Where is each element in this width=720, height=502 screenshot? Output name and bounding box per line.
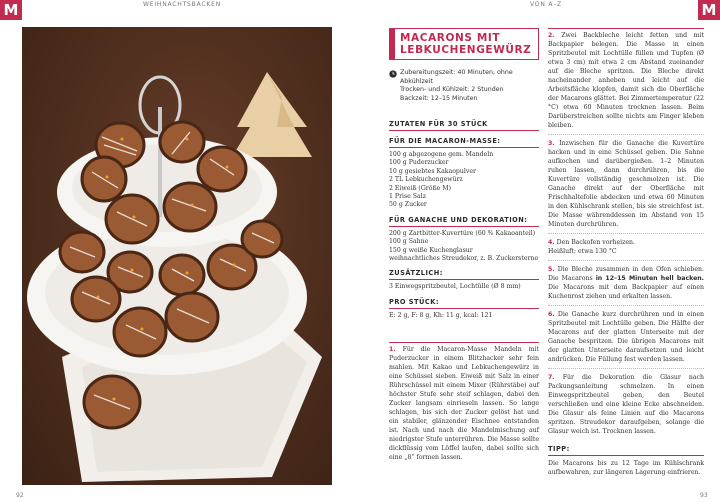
step-text: Inzwischen für die Ganache die Kuvertüre hacken und in eine Schüssel geben. Die Sahne aufkochen und darübergießen. 1–2 Minuten ruhen lassen, dann durchrühren, bis die Kuvertüre vollständig geschmolzen ist. Die Ganache direkt auf der Oberfläche mit Frischhaltefolie abdecken und etwa 60 Minuten in den Kühlschrank stellen, bis sie streichfest ist. Die Masse währenddessen im Abstand von 15 Minuten durchrühren. (548, 140, 705, 228)
divider (548, 134, 704, 135)
step-5 (548, 265, 704, 301)
ganache-heading: FÜR GANACHE UND DEKORATION: (389, 216, 539, 227)
list-item: 150 g weiße Kuchenglasur (389, 246, 473, 254)
nutrition-heading: PRO STÜCK: (389, 298, 539, 309)
divider (548, 305, 704, 306)
divider (548, 368, 704, 369)
step-text: Für die Macaron-Masse Mandeln mit Puderzucker in einem Blitzhacker sehr fein mahlen. Mit Kakao und Lebkuchengewürz in eine Schüssel sieben. Eiweiß mit Salz in einer Rührschüssel mit einem Mixer (Rührstäbe) auf höchster Stufe sehr steif schlagen, dabei den Zucker langsam einrieseln lassen. So lange schlagen, bis sich der Zucker gelöst hat und ein stabiler, glänzender Eischnee entstanden ist. Nach und nach die Mandelmischung auf niedrigster Stufe unterrühren. Die Masse sollte dickflüssig vom Löffel laufen, dabei sollte sich eine „8“ formen lassen. (389, 346, 539, 462)
step-3 (548, 139, 704, 229)
list-item: 100 g abgezogene gem. Mandeln (389, 151, 494, 158)
page-number-left: 92 (16, 492, 24, 499)
list-item: 1 Prise Salz (389, 193, 426, 201)
page-number-right: 93 (700, 492, 708, 499)
list-item: 2 TL Lebkuchengewürz (389, 176, 463, 184)
time-bake: Backzeit: 12–15 Minuten (400, 94, 478, 102)
ganache-ingredient-list (389, 230, 539, 264)
step-4 (548, 238, 704, 256)
step-text: Für die Dekoration die Glasur nach Packungsanleitung schmelzen. In einen Einwegspritzbeutel geben, den Beutel verschließen und eine kleine Ecke abschneiden. Die Glasur als feine Linien auf die Macarons spritzen. Streudekor daraufgeben, solange die Glasur weich ist. Trocknen lassen. (548, 374, 705, 435)
list-item: 10 g gesiebtes Kakaopulver (389, 167, 476, 175)
step-highlight: in 12–15 Minuten hell backen. (595, 275, 705, 282)
step-text: Die Macarons mit dem Backpapier auf einen Kuchenrost ziehen und erkalten lassen. (548, 284, 704, 300)
step-oven-setting: Heißluft: etwa 130 °C (548, 248, 617, 255)
nutrition-item: E: 2 g, F: 8 g, Kh: 11 g, kcal: 121 (389, 311, 493, 319)
list-item: 2 Eiweiß (Größe M) (389, 184, 451, 192)
recipe-column-steps (548, 28, 704, 477)
section-tab-right: M (698, 0, 720, 20)
step-2 (548, 28, 704, 130)
list-item: 100 g Sahne (389, 238, 429, 246)
macaron-stand-illustration (22, 27, 332, 485)
running-head-right: VON A–Z (530, 1, 562, 8)
section-tab-left: M (0, 0, 22, 20)
running-head-left: WEIHNACHTSBACKEN (143, 1, 221, 8)
step-number: 2. (548, 32, 555, 39)
step-6 (548, 310, 704, 364)
step-number: 4. (548, 239, 555, 246)
time-dry: Trocken- und Kühlzeit: 2 Stunden (400, 86, 504, 93)
step-text: Zwei Backbleche leicht fetten und mit Backpapier belegen. Die Masse in einen Spritzbeutel mit Lochtülle füllen und Tupfen (Ø etwa 3 cm) mit etwa 2 cm Abstand zueinander auf die Bleche spritzen. Die Bleche direkt nacheinander anheben und leicht auf die Arbeitsfläche klopfen, damit sich die Oberfläche der Macarons glättet. Bei Zimmertemperatur (22 °C) etwa 60 Minuten trocknen lassen. Beim Darüberstreichen sollte nichts am Finger kleben bleiben. (548, 32, 704, 129)
list-item: weihnachtliches Streudekor, z. B. Zuckersterne (389, 255, 539, 263)
step-number: 1. (389, 346, 396, 354)
step-number: 7. (548, 374, 555, 381)
step-text: Die Ganache kurz durchrühren und in einen Spritzbeutel mit Lochtülle geben. Die Hälfte der Macarons auf der glatten Unterseite mit der Ganache bespritzen. Die übrigen Macarons mit der glatten Unterseite daraufsetzen und leicht andrücken. Die Füllung fest werden lassen. (548, 311, 705, 363)
list-item: 200 g Zartbitter-Kuvertüre (60 % Kakaoanteil) (389, 229, 536, 237)
step-number: 5. (548, 266, 555, 273)
step-7 (548, 373, 704, 436)
time-info (389, 69, 539, 103)
extra-heading: ZUSÄTZLICH: (389, 269, 539, 280)
macaron-heading: FÜR DIE MACARON-MASSE: (389, 137, 539, 148)
time-text (400, 69, 539, 103)
recipe-column-ingredients (389, 28, 539, 462)
recipe-photo (22, 27, 332, 485)
time-prep: Zubereitungszeit: 40 Minuten, ohne Abkühlzeit (400, 69, 513, 85)
servings-heading: ZUTATEN FÜR 30 STÜCK (389, 120, 539, 131)
tip-heading: TIPP: (548, 445, 704, 456)
divider (548, 233, 704, 234)
divider (548, 260, 704, 261)
tip-text: Die Macarons bis zu 12 Tage im Kühlschrank aufbewahren, zur längeren Lagerung einfrieren. (548, 460, 704, 476)
clock-icon (389, 70, 397, 78)
list-item: 100 g Puderzucker (389, 159, 449, 167)
step-text: Die Bleche zusammen in den Ofen schieben. Die Macarons (548, 266, 704, 282)
step-text: Den Backofen vorheizen. (556, 239, 635, 246)
step-number: 6. (548, 311, 555, 318)
recipe-title: MACARONS MIT LEBKUCHENGEWÜRZ (400, 32, 532, 56)
step-1 (389, 342, 539, 462)
step-number: 3. (548, 140, 555, 147)
macaron-ingredient-list (389, 151, 539, 210)
extra-item: 3 Einwegspritzbeutel, Lochtülle (Ø 8 mm) (389, 283, 521, 291)
list-item: 50 g Zucker (389, 201, 427, 209)
recipe-title-box (389, 28, 539, 60)
